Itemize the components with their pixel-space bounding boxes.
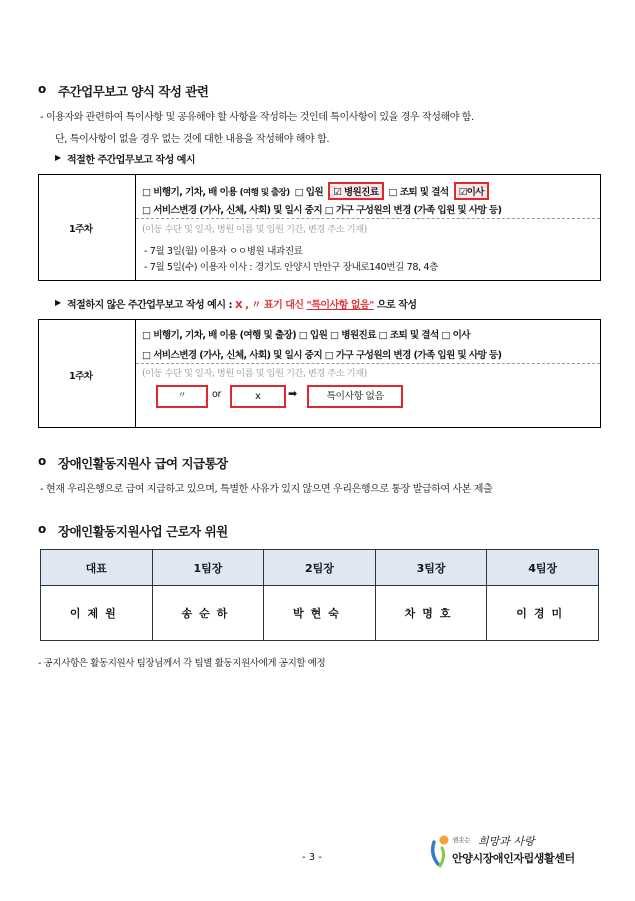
- triangle-bullet-icon: ▶: [55, 298, 62, 307]
- wrong-example-ditto: 〃: [156, 385, 208, 408]
- header-cell: 2팀장: [264, 550, 376, 586]
- center-logo: [430, 834, 590, 870]
- logo-name: 안양시장애인자립생활센터: [452, 852, 575, 865]
- option-flight: □ 비행기, 기차, 배 이용 (여행 및 출장): [142, 187, 290, 198]
- table-row: [41, 586, 599, 641]
- option-hospital-visit-checked: ☑ 병원진료: [328, 182, 383, 200]
- detail-line-1: - 7월 3일(월) 이용자 ㅇㅇ병원 내과진료: [144, 246, 303, 257]
- logo-prefix: 샘솟는: [452, 836, 471, 844]
- name-cell: 박현숙: [264, 586, 376, 641]
- weekly-report-line-2: 단, 특이사항이 없을 경우 없는 것에 대한 내용을 작성해야 해야 함.: [55, 134, 330, 145]
- checklist-row-1: [142, 182, 489, 200]
- salary-heading: 장애인활동지원사 급여 지급통장: [58, 456, 228, 471]
- dashed-divider: [136, 218, 600, 219]
- week-label: 1주차: [69, 371, 93, 382]
- checklist-row-2: □ 서비스변경 (가사, 신체, 사회) 및 일시 중지 □ 가구 구성원의 변경 (가족 입원 및 사망 등): [142, 205, 502, 216]
- divider: [135, 175, 136, 280]
- header-cell: 1팀장: [152, 550, 264, 586]
- dashed-divider: [136, 363, 600, 364]
- header-cell: 대표: [41, 550, 153, 586]
- bad-example-heading: 적절하지 않은 주간업무보고 작성 예시 : X , 〃 표기 대신 "특이사항 없음" 으로 작성: [67, 300, 417, 311]
- good-example-box: [38, 174, 601, 281]
- name-cell: 차명호: [375, 586, 487, 641]
- option-early-leave: □ 조퇴 및 결석: [388, 187, 449, 198]
- weekly-report-heading: 주간업무보고 양식 작성 관련: [58, 84, 209, 99]
- option-moving-checked: ☑이사: [454, 182, 489, 200]
- page-number: - 3 -: [302, 852, 322, 863]
- checklist-row-2: □ 서비스변경 (가사, 신체, 사회) 및 일시 중지 □ 가구 구성원의 변경 (가족 입원 및 사망 등): [142, 350, 502, 361]
- option-hospitalization: □ 입원: [294, 187, 324, 198]
- name-cell: 송순하: [152, 586, 264, 641]
- section-bullet-icon: o: [38, 522, 47, 536]
- committee-heading: 장애인활동지원사업 근로자 위원: [58, 524, 228, 539]
- checklist-row-1: □ 비행기, 기차, 배 이용 (여행 및 출장) □ 입원 □ 병원진료 □ 조퇴 및 결석 □ 이사: [142, 330, 470, 341]
- good-example-heading: 적절한 주간업무보고 작성 예시: [67, 155, 196, 166]
- hint-text: (이동 수단 및 일자, 병원 이름 및 입원 기간, 변경 주소 기재): [142, 224, 367, 235]
- committee-table: [40, 549, 599, 641]
- wrong-example-x: x: [230, 385, 286, 408]
- name-cell: 이경미: [487, 586, 599, 641]
- logo-tagline: 희망과 사랑: [478, 835, 535, 848]
- week-label: 1주차: [69, 224, 93, 235]
- hint-text: (이동 수단 및 일자, 병원 이름 및 입원 기간, 변경 주소 기재): [142, 368, 367, 379]
- or-label: or: [212, 389, 222, 400]
- name-cell: 이제원: [41, 586, 153, 641]
- triangle-bullet-icon: ▶: [55, 153, 62, 162]
- salary-line: - 현재 우리은행으로 급여 지급하고 있으며, 특별한 사유가 있지 않으면 우리은행으로 통장 발급하여 사본 제출: [40, 484, 493, 495]
- header-cell: 4팀장: [487, 550, 599, 586]
- correct-example: 특이사항 없음: [307, 385, 403, 408]
- section-bullet-icon: o: [38, 454, 47, 468]
- weekly-report-line-1: - 이용자와 관련하여 특이사항 및 공유해야 할 사항을 작성하는 것인데 특이사항이 있을 경우 작성해야 함.: [40, 112, 474, 123]
- detail-line-2: - 7월 5일(수) 이용자 이사 : 경기도 안양시 만안구 장내로140번길 78, 4층: [144, 262, 438, 273]
- committee-note: - 공지사항은 활동지원사 팀장님께서 각 팀별 활동지원사에게 공지할 예정: [38, 658, 326, 669]
- section-bullet-icon: o: [38, 82, 47, 96]
- table-header-row: [41, 550, 599, 586]
- bad-example-box: [38, 319, 601, 428]
- divider: [135, 320, 136, 427]
- header-cell: 3팀장: [375, 550, 487, 586]
- logo-mark-icon: [430, 834, 450, 868]
- right-arrow-icon: ➡: [288, 387, 298, 400]
